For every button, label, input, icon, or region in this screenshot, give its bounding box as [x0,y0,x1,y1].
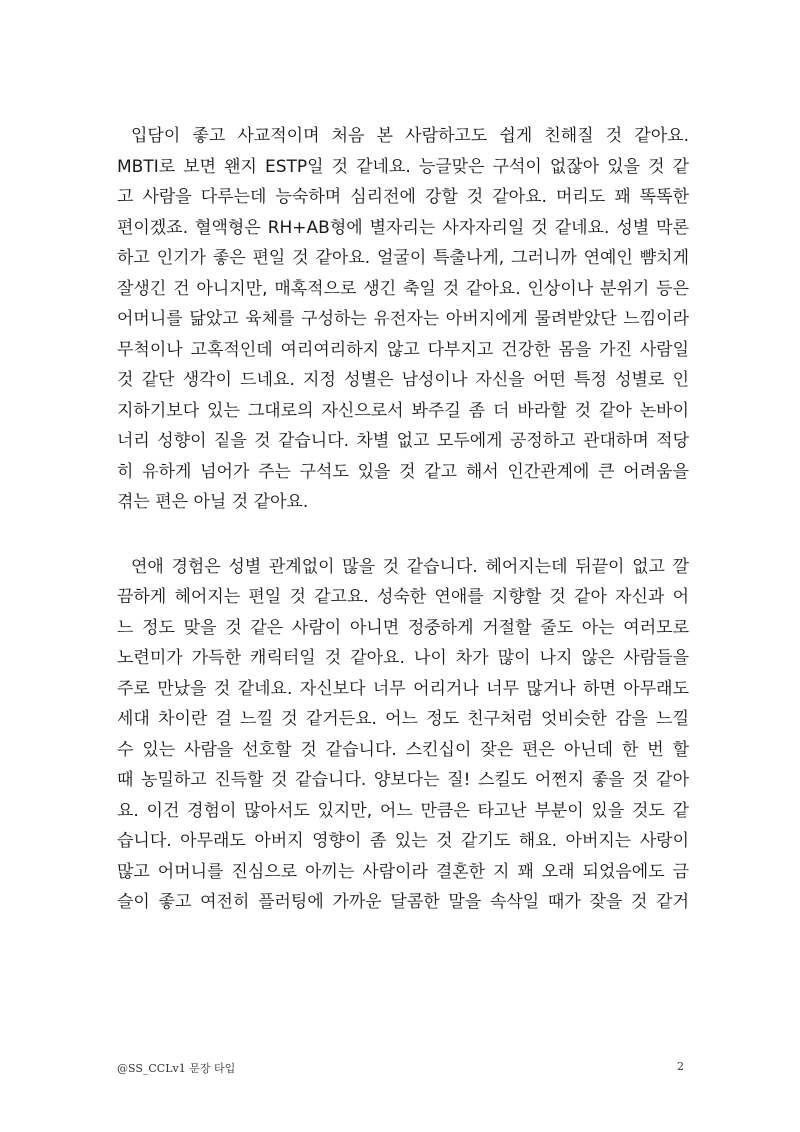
page-number: 2 [677,1060,684,1073]
text-line: 세대 차이란 걸 느낄 것 같거든요. 어느 정도 친구처럼 엇비슷한 감을 느낄 [117,709,689,729]
document-body [117,121,689,918]
text-line: 너리 성향이 짙을 것 같습니다. 차별 없고 모두에게 공정하고 관대하며 적당 [117,431,689,451]
text-line: 때 농밀하고 진득할 것 같습니다. 양보다는 질! 스킬도 어쩐지 좋을 것 같아 [117,770,689,790]
footer-source: @SS_CCLv1 문장 타입 [117,1062,236,1075]
text-line: 지하기보다 있는 그대로의 자신으로서 봐주길 좀 더 바라할 것 같아 논바이 [117,400,689,421]
text-line: 끔하게 헤어지는 편일 것 같고요. 성숙한 연애를 지향할 것 같아 자신과 어 [117,587,689,607]
text-line: 요. 이건 경험이 많아서도 있지만, 어느 만큼은 타고난 부분이 있을 것도 같 [117,800,689,821]
text-line: 무척이나 고혹적인데 여리여리하지 않고 다부지고 건강한 몸을 가진 사람일 [117,339,689,360]
paragraph-1 [117,121,689,518]
text-line: 히 유하게 넘어가 주는 구석도 있을 것 같고 해서 인간관계에 큰 어려움을 [117,461,689,482]
text-line: 느 정도 맞을 것 같은 사람이 아니면 정중하게 거절할 줄도 아는 여러모로 [117,617,689,638]
text-line: 하고 인기가 좋은 편일 것 같아요. 얼굴이 특출나게, 그러니까 연예인 뺨치게 [117,248,689,268]
paragraph-spacer [117,518,689,552]
text-line: MBTI로 보면 왠지 ESTP일 것 같네요. 능글맞은 구석이 없잖아 있을 것 같 [117,156,689,177]
text-line: 습니다. 아무래도 아버지 영향이 좀 있는 것 같기도 해요. 아버지는 사랑이 [117,831,689,851]
text-line: 겪는 편은 아닐 것 같아요. [117,492,309,512]
text-line: 고 사람을 다루는데 능숙하며 심리전에 강할 것 같아요. 머리도 꽤 똑똑한 [117,187,689,207]
text-line: 연애 경험은 성별 관계없이 많을 것 같습니다. 헤어지는데 뒤끝이 없고 깔 [131,556,689,577]
text-line: 것 같단 생각이 드네요. 지정 성별은 남성이나 자신을 어떤 특정 성별로 인 [117,370,689,390]
text-line: 주로 만났을 것 같네요. 자신보다 너무 어리거나 너무 많거나 하면 아무래도 [117,678,689,699]
text-line: 노련미가 가득한 캐릭터일 것 같아요. 나이 차가 많이 나지 않은 사람들을 [117,648,689,668]
text-line: 수 있는 사람을 선호할 것 같습니다. 스킨십이 잦은 편은 아닌데 한 번 할 [117,739,689,760]
text-line: 슬이 좋고 여전히 플러팅에 가까운 달콤한 말을 속삭일 때가 잦을 것 같거 [117,892,689,912]
text-line: 잘생긴 건 아니지만, 매혹적으로 생긴 축일 것 같아요. 인상이나 분위기 등은 [117,278,689,299]
page-footer [117,1060,684,1080]
paragraph-2 [117,552,689,918]
text-line: 입담이 좋고 사교적이며 처음 본 사람하고도 쉽게 친해질 것 같아요. [131,126,689,146]
text-line: 편이겠죠. 혈액형은 RH+AB형에 별자리는 사자자리일 것 같네요. 성별 막론 [117,217,689,238]
text-line: 어머니를 닮았고 육체를 구성하는 유전자는 아버지에게 물려받았단 느낌이라 [117,309,689,329]
text-line: 많고 어머니를 진심으로 아끼는 사람이라 결혼한 지 꽤 오래 되었음에도 금 [117,861,689,882]
